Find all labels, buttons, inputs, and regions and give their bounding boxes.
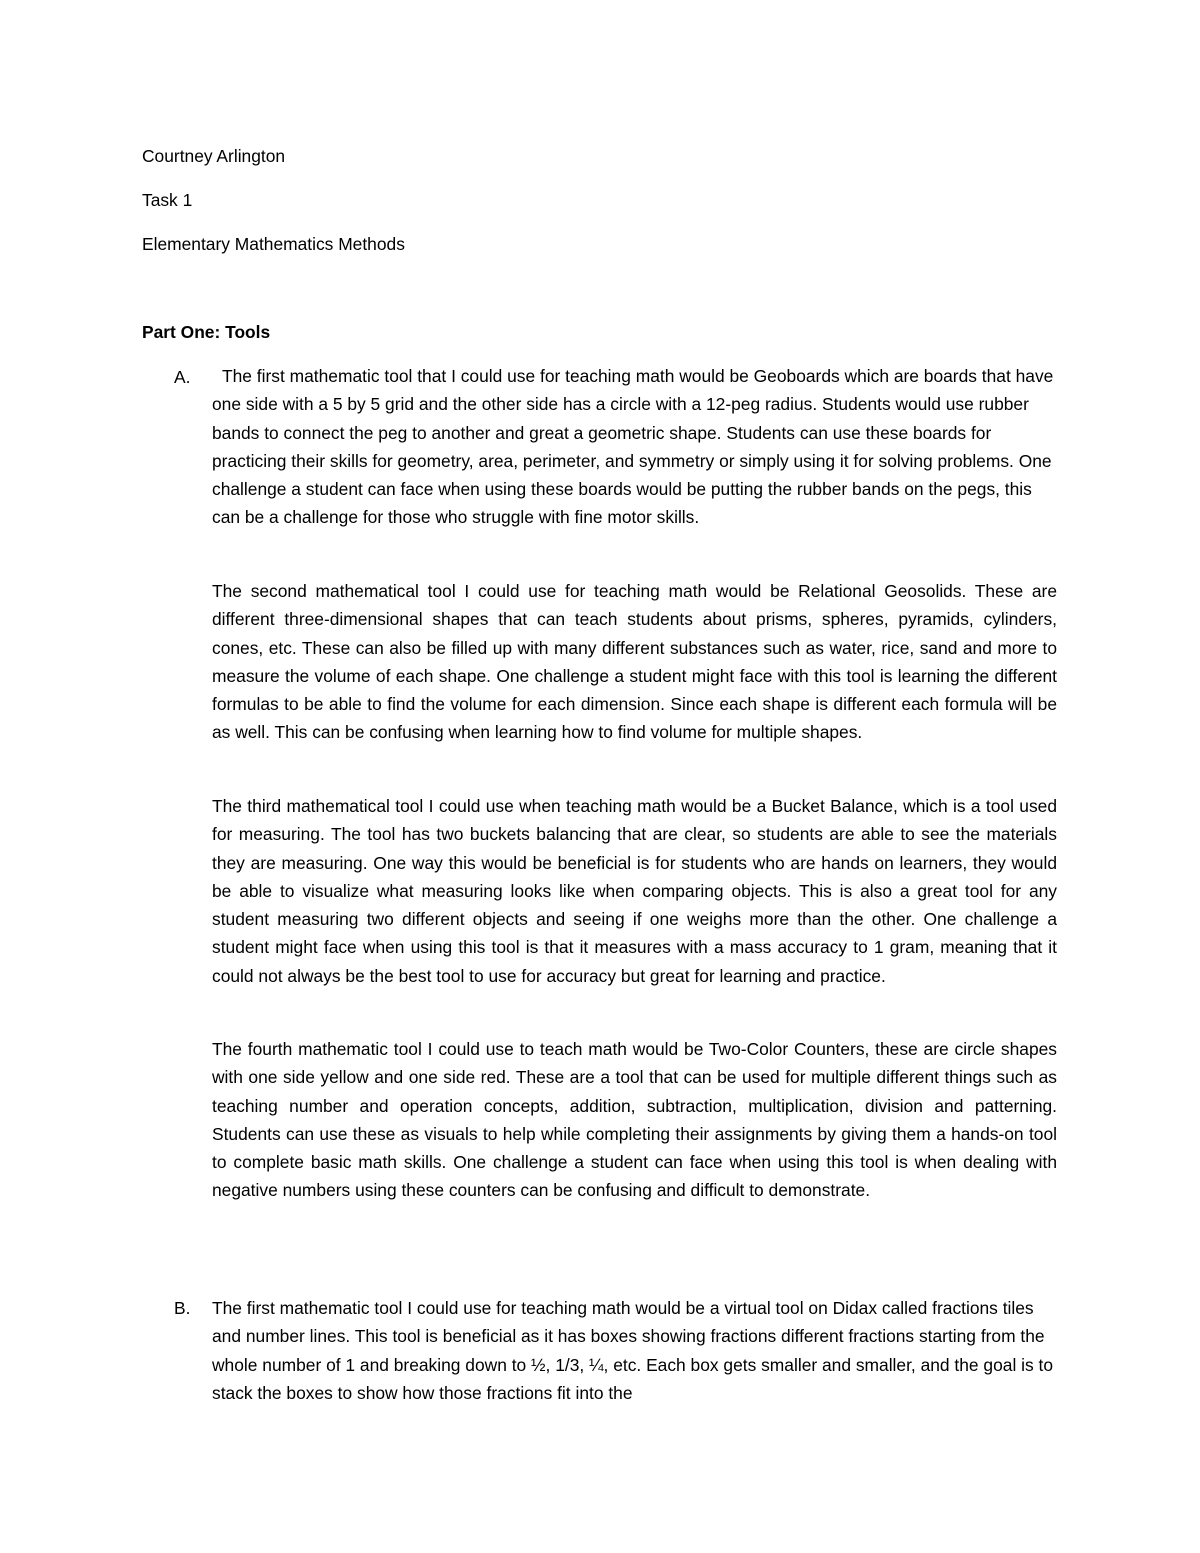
paragraph-geoboards: The first mathematic tool that I could use for teaching math would be Geoboards which are boards that have one side with a 5 by 5 grid and the other side has a circle with a 12-peg radius. Students would use rubber bands to connect the peg to another and great a geometric shape. Students can use these boards for practicing their skills for geometry, area, perimeter, and symmetry or simply using it for solving problems. One challenge a student can face when using these boards would be putting the rubber bands on the pegs, this can be a challenge for those who struggle with fine motor skills. <box>212 366 1054 528</box>
section-a-letter: A. <box>174 367 191 387</box>
task-label: Task 1 <box>142 190 193 210</box>
paragraph-two-color-counters: The fourth mathematic tool I could use to teach math would be Two-Color Counters, these are circle shapes with one side yellow and one side red. These are a tool that can be used for multiple different things such as teaching number and operation concepts, addition, subtraction, multiplication, division and patterning. Students can use these as visuals to help while completing their assignments by giving them a hands-on tool to complete basic math skills. One challenge a student can face when using this tool is when dealing with negative numbers using these counters can be confusing and difficult to demonstrate. <box>212 1039 1057 1201</box>
paragraph-fraction-tiles: The first mathematic tool I could use for teaching math would be a virtual tool on Didax called fractions tiles and number lines. This tool is beneficial as it has boxes showing fractions different fractions starting from the whole number of 1 and breaking down to ½, 1/3, ¼, etc. Each box gets smaller and smaller, and the goal is to stack the boxes to show how those fractions fit into the <box>212 1298 1054 1403</box>
course-title: Elementary Mathematics Methods <box>142 234 405 254</box>
paragraph-bucket-balance: The third mathematical tool I could use when teaching math would be a Bucket Balance, which is a tool used for measuring. The tool has two buckets balancing that are clear, so students are able to see the materials they are measuring. One way this would be beneficial is for students who are hands on learners, they would be able to visualize what measuring looks like when comparing objects. This is also a great tool for any student measuring two different objects and seeing if one weighs more than the other. One challenge a student might face when using this tool is that it measures with a mass accuracy to 1 gram, meaning that it could not always be the best tool to use for accuracy but great for learning and practice. <box>212 796 1057 986</box>
paragraph-geosolids: The second mathematical tool I could use for teaching math would be Relational Geosolids. These are different three-dimensional shapes that can teach students about prisms, spheres, pyramids, cylinders, cones, etc. These can also be filled up with many different substances such as water, rice, sand and more to measure the volume of each shape. One challenge a student might face with this tool is learning the different formulas to be able to find the volume for each dimension. Since each shape is different each formula will be as well. This can be confusing when learning how to find volume for multiple shapes. <box>212 581 1057 743</box>
part-heading: Part One: Tools <box>142 322 271 342</box>
section-b-letter: B. <box>174 1298 191 1318</box>
author-name: Courtney Arlington <box>142 146 286 166</box>
